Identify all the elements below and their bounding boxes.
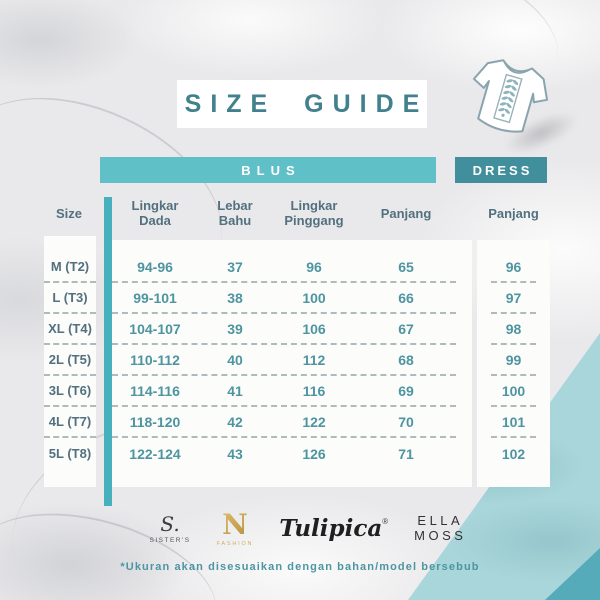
- size-row: [44, 345, 96, 376]
- blus-table-row: [112, 376, 456, 407]
- brand-n-fashion-logo: [216, 508, 254, 547]
- dress-table-row: [491, 376, 536, 407]
- size-row: [44, 376, 96, 407]
- measurement-value: 69: [398, 382, 414, 399]
- size-label: L (T3): [52, 290, 88, 305]
- size-rows: [44, 252, 96, 469]
- size-label: 2L (T5): [48, 352, 92, 367]
- tulipica-wordmark: Tulipica: [279, 515, 383, 543]
- measurement-value: 96: [306, 258, 322, 275]
- size-column-header: Size: [55, 205, 82, 221]
- blus-table-row: [112, 438, 456, 469]
- size-row: [44, 283, 96, 314]
- dress-table-row: [491, 252, 536, 283]
- measurement-value: 71: [398, 445, 414, 462]
- blus-table-row: [112, 345, 456, 376]
- size-label: 5L (T8): [48, 446, 92, 461]
- measurement-value: 67: [398, 320, 414, 337]
- measurement-value: 100: [302, 289, 326, 306]
- size-label: XL (T4): [48, 321, 92, 336]
- dress-table-row: [491, 407, 536, 438]
- dress-rows: [491, 252, 536, 469]
- measurement-value: 126: [302, 445, 326, 462]
- blus-table-row: [112, 407, 456, 438]
- page-title: SIZE GUIDE: [184, 89, 429, 118]
- dress-panjang-value: 96: [505, 258, 522, 275]
- dress-table-row: [491, 438, 536, 469]
- ella-moss-line2: MOSS: [414, 528, 467, 543]
- dress-table-row: [491, 314, 536, 345]
- dress-panjang-value: 99: [505, 351, 522, 368]
- dress-table-row: [491, 283, 536, 314]
- dress-panjang-value: 101: [501, 413, 526, 430]
- dress-column-header: Panjang: [488, 205, 539, 221]
- dress-panjang-value: 97: [505, 289, 522, 306]
- measurement-value: 42: [227, 413, 243, 430]
- measurement-value: 110-112: [130, 351, 180, 368]
- blus-column-headers: [112, 190, 456, 238]
- measurement-value: 65: [398, 258, 414, 275]
- blus-section-label: BLUS: [241, 162, 301, 178]
- size-row: [44, 314, 96, 345]
- n-fashion-monogram: N: [222, 508, 248, 541]
- measurement-value: 37: [227, 258, 243, 275]
- teal-divider-bar: [104, 197, 112, 506]
- blus-table-row: [112, 314, 456, 345]
- measurement-value: 118-120: [129, 413, 181, 430]
- measurement-value: 99-101: [133, 289, 177, 306]
- brand-tulipica-logo: [279, 515, 388, 543]
- measurement-value: 106: [302, 320, 326, 337]
- sisters-wordmark: SISTER'S: [149, 537, 191, 544]
- title-box: [177, 80, 427, 128]
- size-row: [44, 252, 96, 283]
- size-label: 4L (T7): [48, 414, 92, 429]
- measurement-value: 104-107: [129, 320, 181, 337]
- dress-panjang-value: 102: [501, 445, 526, 462]
- dress-section-label: DRESS: [472, 162, 533, 178]
- dress-panjang-value: 98: [505, 320, 522, 337]
- dress-panjang-value: 100: [501, 382, 526, 399]
- measurement-value: 114-116: [130, 382, 180, 399]
- measurement-value: 68: [398, 351, 414, 368]
- column-header-lingkar-pinggang: Lingkar Pinggang: [284, 198, 344, 228]
- blus-rows: [112, 252, 456, 469]
- column-header-lingkar-dada: Lingkar Dada: [131, 198, 179, 228]
- blus-table-row: [112, 252, 456, 283]
- size-row: [44, 407, 96, 438]
- dress-section-bar: [455, 157, 547, 183]
- measurement-value: 122: [302, 413, 326, 430]
- measurement-value: 112: [302, 351, 326, 368]
- blouse-icon: [452, 48, 564, 148]
- measurement-value: 116: [302, 382, 326, 399]
- measurement-value: 94-96: [137, 258, 173, 275]
- sisters-monogram: S.: [160, 512, 180, 536]
- measurement-value: 70: [398, 413, 414, 430]
- n-fashion-wordmark: FASHION: [216, 541, 254, 547]
- brand-logos-row: [8, 503, 600, 555]
- size-row: [44, 438, 96, 469]
- measurement-value: 43: [227, 445, 243, 462]
- column-header-lebar-bahu: Lebar Bahu: [217, 198, 253, 228]
- size-label: 3L (T6): [48, 383, 92, 398]
- registered-trademark-icon: ®: [382, 517, 389, 527]
- blus-table-row: [112, 283, 456, 314]
- measurement-value: 66: [398, 289, 414, 306]
- column-header-panjang: Panjang: [380, 205, 432, 221]
- measurement-value: 40: [227, 351, 243, 368]
- measurement-value: 41: [227, 382, 243, 399]
- footer-note: *Ukuran akan disesuaikan dengan bahan/model bersebub: [120, 561, 480, 573]
- measurement-value: 122-124: [129, 445, 181, 462]
- measurement-value: 39: [227, 320, 243, 337]
- dress-table-row: [491, 345, 536, 376]
- measurement-value: 38: [227, 289, 243, 306]
- ella-moss-line1: ELLA: [417, 513, 464, 529]
- brand-sisters-logo: [150, 514, 191, 544]
- size-label: M (T2): [50, 259, 90, 274]
- blus-section-bar: [100, 157, 436, 183]
- brand-ella-moss-logo: [414, 514, 466, 544]
